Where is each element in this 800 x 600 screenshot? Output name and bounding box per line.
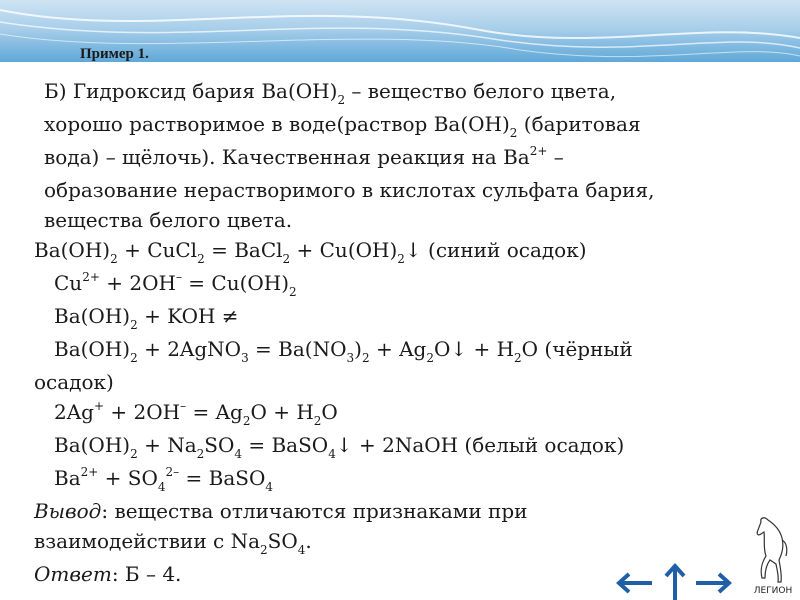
back-arrow-icon[interactable]	[614, 566, 656, 596]
superscript: 2–	[165, 465, 180, 479]
subscript: 2	[110, 252, 118, 266]
text-span: = Cu(OH)	[181, 271, 290, 295]
text-span: Б) Гидроксид бария Ba(OH)	[44, 79, 338, 103]
reaction-2	[34, 268, 734, 301]
conclusion-label: Вывод	[34, 499, 102, 523]
text-span: 2Ag	[54, 400, 94, 424]
text-span: – вещество белого цвета,	[345, 79, 617, 103]
text-span: SO	[204, 433, 235, 457]
text-span: Cu	[54, 271, 83, 295]
subscript: 4	[157, 480, 166, 494]
subscript: 2	[130, 318, 138, 332]
text-span: = BaCl	[204, 238, 283, 262]
reaction-1	[34, 235, 734, 268]
text-span: O (чёрный	[521, 337, 633, 361]
text-span: вода) – щёлочь). Качественная реакция на Ba	[44, 145, 530, 169]
superscript: 2+	[529, 144, 548, 158]
subscript: 2	[397, 252, 405, 266]
text-span: ↓ + 2NaOH (белый осадок)	[335, 433, 625, 457]
text-span: : Б – 4.	[111, 562, 182, 586]
up-arrow-icon[interactable]	[660, 562, 690, 600]
text-span: (баритовая	[517, 112, 641, 136]
subscript: 2	[242, 414, 251, 428]
reaction-4-continuation: осадок)	[34, 370, 114, 394]
reaction-4	[34, 334, 734, 367]
reaction-6	[34, 430, 734, 463]
subscript: 2	[337, 93, 346, 107]
text-span: = Ag	[186, 400, 243, 424]
subscript: 2	[197, 252, 205, 266]
text-span: = BaSO	[242, 433, 329, 457]
text-span: взаимодействии с Na	[34, 529, 261, 553]
subscript: 4	[234, 447, 243, 461]
paragraph-line-3	[34, 142, 734, 175]
reaction-3	[34, 301, 734, 334]
reaction-5	[34, 397, 734, 430]
text-span: + Na	[137, 433, 197, 457]
conclusion-line-1	[34, 496, 734, 526]
paragraph-line-1	[34, 76, 734, 109]
superscript: 2+	[80, 465, 99, 479]
text-span: .	[305, 529, 312, 553]
text-span: + Ag	[369, 337, 427, 361]
superscript: –	[180, 399, 187, 413]
paragraph-line-5: вещества белого цвета.	[44, 208, 293, 232]
subscript: 2	[509, 126, 518, 140]
text-span: : вещества отличаются признаками при	[101, 499, 528, 523]
text-span: O↓ + H	[433, 337, 515, 361]
text-span: + 2AgNO	[137, 337, 242, 361]
text-span: Ba(OH)	[54, 337, 131, 361]
subscript: 2	[426, 351, 434, 365]
subscript: 2	[514, 351, 522, 365]
text-span: Ba	[54, 466, 81, 490]
text-span: SO	[267, 529, 298, 553]
text-span: Ba(OH)	[34, 238, 111, 262]
text-span: + CuCl	[117, 238, 198, 262]
text-span: = Ba(NO	[248, 337, 347, 361]
subscript: 2	[196, 447, 205, 461]
reaction-7	[34, 463, 734, 496]
conclusion-line-2	[34, 526, 734, 559]
subscript: 2	[361, 351, 370, 365]
example-title: Пример 1.	[80, 46, 149, 62]
paragraph-line-4: образование нерастворимого в кислотах сульфата бария,	[44, 178, 655, 202]
subscript: 3	[346, 351, 355, 365]
text-span: = BaSO	[179, 466, 266, 490]
text-span: O + H	[250, 400, 314, 424]
slide-content	[34, 76, 734, 589]
superscript: –	[175, 270, 182, 284]
forward-arrow-icon[interactable]	[692, 566, 734, 596]
subscript: 2	[282, 252, 291, 266]
subscript: 2	[260, 543, 268, 557]
text-span: O	[321, 400, 338, 424]
paragraph-line-2	[34, 109, 734, 142]
text-span: Ba(OH)	[54, 304, 131, 328]
answer-label: Ответ	[34, 562, 112, 586]
subscript: 2	[289, 285, 297, 299]
subscript: 2	[130, 447, 138, 461]
text-span: Ba(OH)	[54, 433, 131, 457]
subscript: 4	[328, 447, 336, 461]
subscript: 4	[265, 480, 274, 494]
subscript: 2	[130, 351, 138, 365]
superscript: +	[93, 399, 105, 413]
subscript: 3	[241, 351, 249, 365]
superscript: 2+	[82, 270, 100, 284]
text-span: )	[354, 337, 362, 361]
subscript: 4	[297, 543, 306, 557]
text-span: –	[547, 145, 564, 169]
text-span: + SO	[98, 466, 158, 490]
logo-text: ЛЕГИОН	[753, 586, 793, 596]
subscript: 2	[313, 414, 322, 428]
text-span: + 2OH	[99, 271, 176, 295]
text-span: + KOH ≠	[137, 304, 239, 328]
text-span: + 2OH	[104, 400, 181, 424]
text-span: + Cu(OH)	[290, 238, 398, 262]
text-span: ↓ (синий осадок)	[404, 238, 587, 262]
text-span: хорошо растворимое в воде(раствор Ba(OH)	[44, 112, 510, 136]
